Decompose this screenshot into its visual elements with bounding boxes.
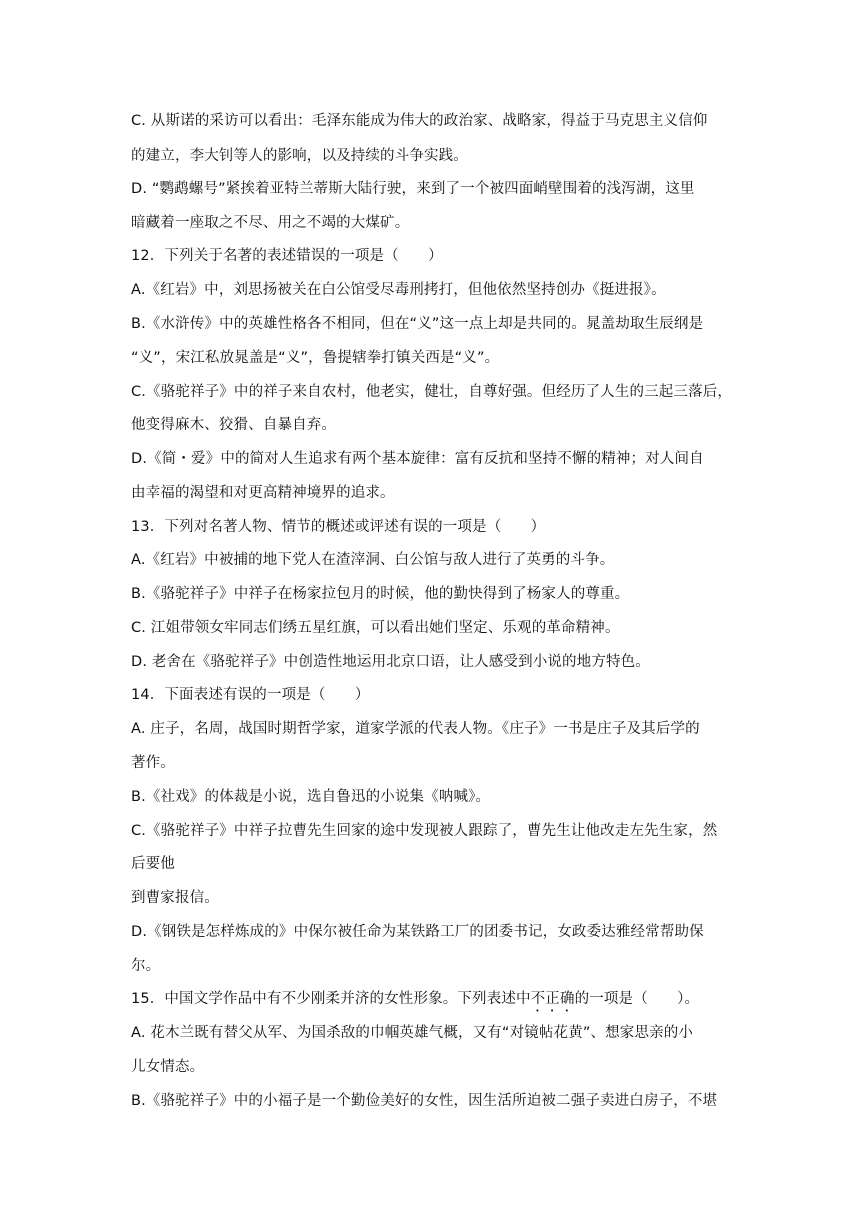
q12-option-d-line-1: D.《简・爱》中的简对人生追求有两个基本旋律：富有反抗和坚持不懈的精神；对人间自 <box>131 451 704 467</box>
q12-option-b-line-2: “义”，宋江私放晁盖是“义”，鲁提辖拳打镇关西是“义”。 <box>131 350 500 366</box>
q13-option-a: A.《红岩》中被捕的地下党人在渣滓洞、白公馆与敌人进行了英勇的斗争。 <box>131 552 615 568</box>
question-12-stem: 12．下列关于名著的表述错误的一项是（ ） <box>131 248 443 264</box>
question-14-stem: 14．下面表述有误的一项是（ ） <box>131 687 370 703</box>
question-13-stem: 13．下列对名著人物、情节的概述或评述有误的一项是（ ） <box>131 519 546 535</box>
q15-stem-before: 15．中国文学作品中有不少刚柔并济的女性形象。下列表述中 <box>131 991 531 1007</box>
q15-option-a-line-1: A. 花木兰既有替父从军、为国杀敌的巾帼英雄气概，又有“对镜帖花黄”、想家思亲的小 <box>131 1025 694 1041</box>
q15-stem-after: 的一项是（ ）。 <box>574 991 700 1007</box>
q14-option-a-line-2: 著作。 <box>131 755 175 771</box>
q15-option-a-line-2: 儿女情态。 <box>131 1059 205 1075</box>
q13-option-c: C. 江姐带领女牢同志们绣五星红旗，可以看出她们坚定、乐观的革命精神。 <box>131 620 620 636</box>
option-c-line-2: 的建立，李大钊等人的影响，以及持续的斗争实践。 <box>131 148 468 164</box>
q12-option-c-line-2: 他变得麻木、狡猾、自暴自弃。 <box>131 417 337 433</box>
option-c-line-1: C. 从斯诺的采访可以看出：毛泽东能成为伟大的政治家、战略家，得益于马克思主义信仰 <box>131 113 708 129</box>
q14-option-c-line-1: C.《骆驼祥子》中祥子拉曹先生回家的途中发现被人跟踪了，曹先生让他改走左先生家，然 <box>131 823 718 839</box>
q13-option-b: B.《骆驼祥子》中祥子在杨家拉包月的时候，他的勤快得到了杨家人的尊重。 <box>131 586 630 602</box>
q13-option-d: D. 老舍在《骆驼祥子》中创造性地运用北京口语，让人感受到小说的地方特色。 <box>131 654 650 670</box>
q12-option-d-line-2: 由幸福的渴望和对更高精神境界的追求。 <box>131 485 395 501</box>
q14-option-d-line-1: D.《钢铁是怎样炼成的》中保尔被任命为某铁路工厂的团委书记，女政委达雅经常帮助保 <box>131 924 704 940</box>
q12-option-b-line-1: B.《水浒传》中的英雄性格各不相同，但在“义”这一点上却是共同的。晁盖劫取生辰纲是 <box>131 316 704 332</box>
q14-option-b: B.《社戏》的体裁是小说，选自鲁迅的小说集《呐喊》。 <box>131 789 491 805</box>
option-d-line-1: D. “鹦鹉螺号”紧挨着亚特兰蒂斯大陆行驶，来到了一个被四面峭壁围着的浅泻湖，这里 <box>131 181 695 197</box>
q14-option-c-line-3: 到曹家报信。 <box>131 890 219 906</box>
q14-option-c-line-2: 后要他 <box>131 856 175 872</box>
q12-option-a: A.《红岩》中，刘思扬被关在白公馆受尽毒刑拷打，但他依然坚持创办《挺进报》。 <box>131 282 666 298</box>
option-d-line-2: 暗藏着一座取之不尽、用之不竭的大煤矿。 <box>131 215 410 231</box>
q15-option-b-line-1: B.《骆驼祥子》中的小福子是一个勤俭美好的女性，因生活所迫被二强子卖进白房子，不堪 <box>131 1093 718 1109</box>
q15-emphasis-not-correct: 不正确 <box>530 991 575 1007</box>
question-15-stem <box>131 989 741 1015</box>
q12-option-c-line-1: C.《骆驼祥子》中的祥子来自农村，他老实，健壮，自尊好强。但经历了人生的三起三落后， <box>131 384 733 400</box>
q14-option-d-line-2: 尔。 <box>131 958 161 974</box>
q14-option-a-line-1: A. 庄子，名周，战国时期哲学家，道家学派的代表人物。《庄子》一书是庄子及其后学的 <box>131 721 700 737</box>
